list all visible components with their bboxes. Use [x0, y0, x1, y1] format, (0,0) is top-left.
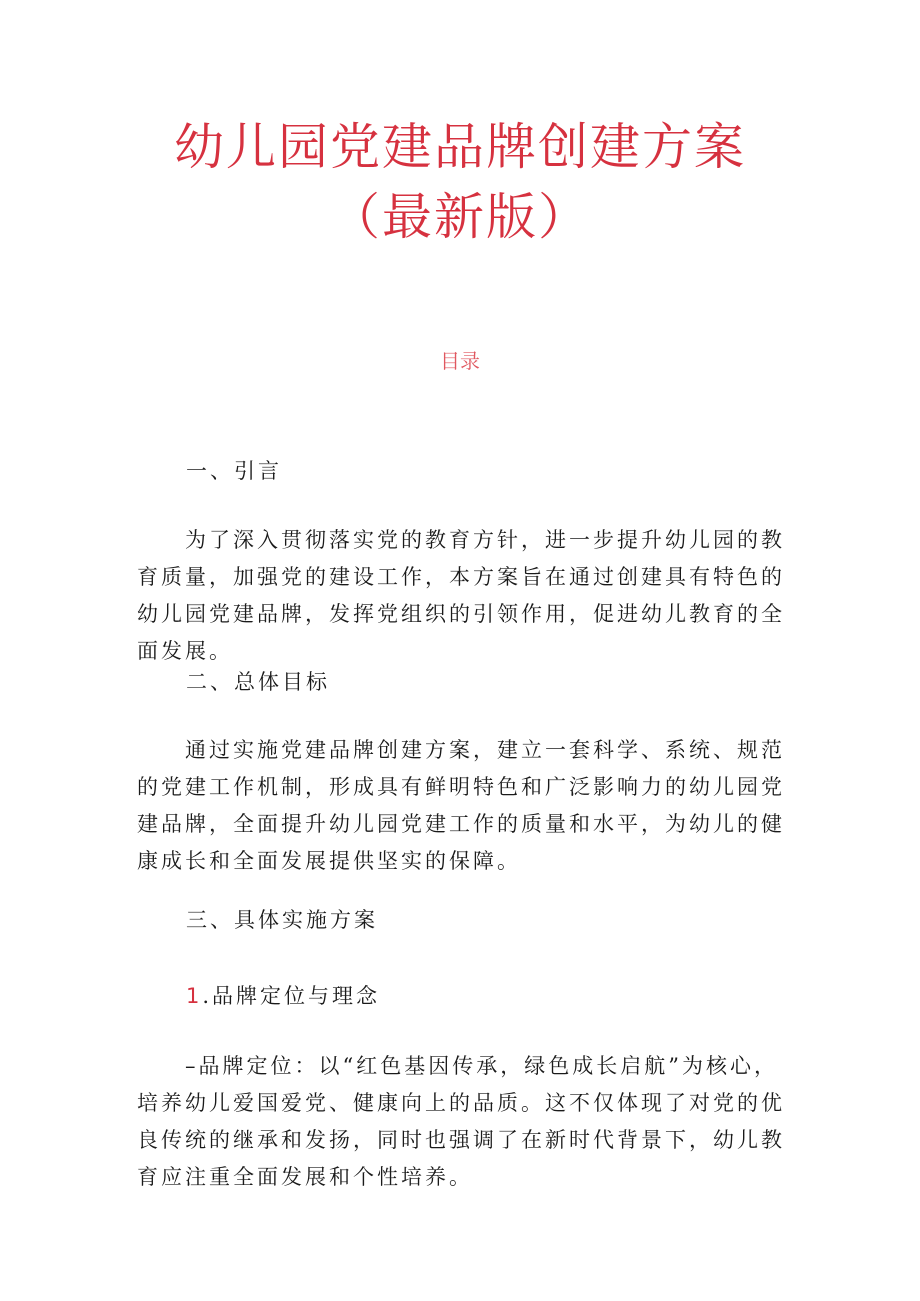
section-heading-overall-goal: 二、总体目标	[186, 670, 330, 694]
section-paragraph-overall-goal: 通过实施党建品牌创建方案，建立一套科学、系统、规范的党建工作机制，形成具有鲜明特色和广泛影响力的幼儿园党建品牌，全面提升幼儿园党建工作的质量和水平，为幼儿的健康成长和全面发展提供坚实的保障。	[137, 738, 785, 873]
section-heading-introduction: 一、引言	[186, 459, 282, 483]
document-title-edition: （最新版）	[330, 188, 590, 246]
subsection-paragraph-brand-positioning: –品牌定位：以“红色基因传承，绿色成长启航”为核心，培养幼儿爱国爱党、健康向上的品质。这不仅体现了对党的优良传统的继承和发扬，同时也强调了在新时代背景下，幼儿教育应注重全面发展和个性培养。	[137, 1054, 785, 1189]
section-heading-implementation: 三、具体实施方案	[186, 908, 378, 932]
section-paragraph-introduction: 为了深入贯彻落实党的教育方针，进一步提升幼儿园的教育质量，加强党的建设工作，本方案旨在通过创建具有特色的幼儿园党建品牌，发挥党组织的引领作用，促进幼儿教育的全面发展。	[137, 528, 785, 663]
subsection-heading-brand-positioning	[186, 986, 380, 1007]
subsection-number: 1	[186, 984, 203, 1008]
subsection-title: .品牌定位与理念	[202, 984, 381, 1008]
document-title: 幼儿园党建品牌创建方案	[174, 118, 746, 176]
toc-label: 目录	[440, 349, 480, 373]
